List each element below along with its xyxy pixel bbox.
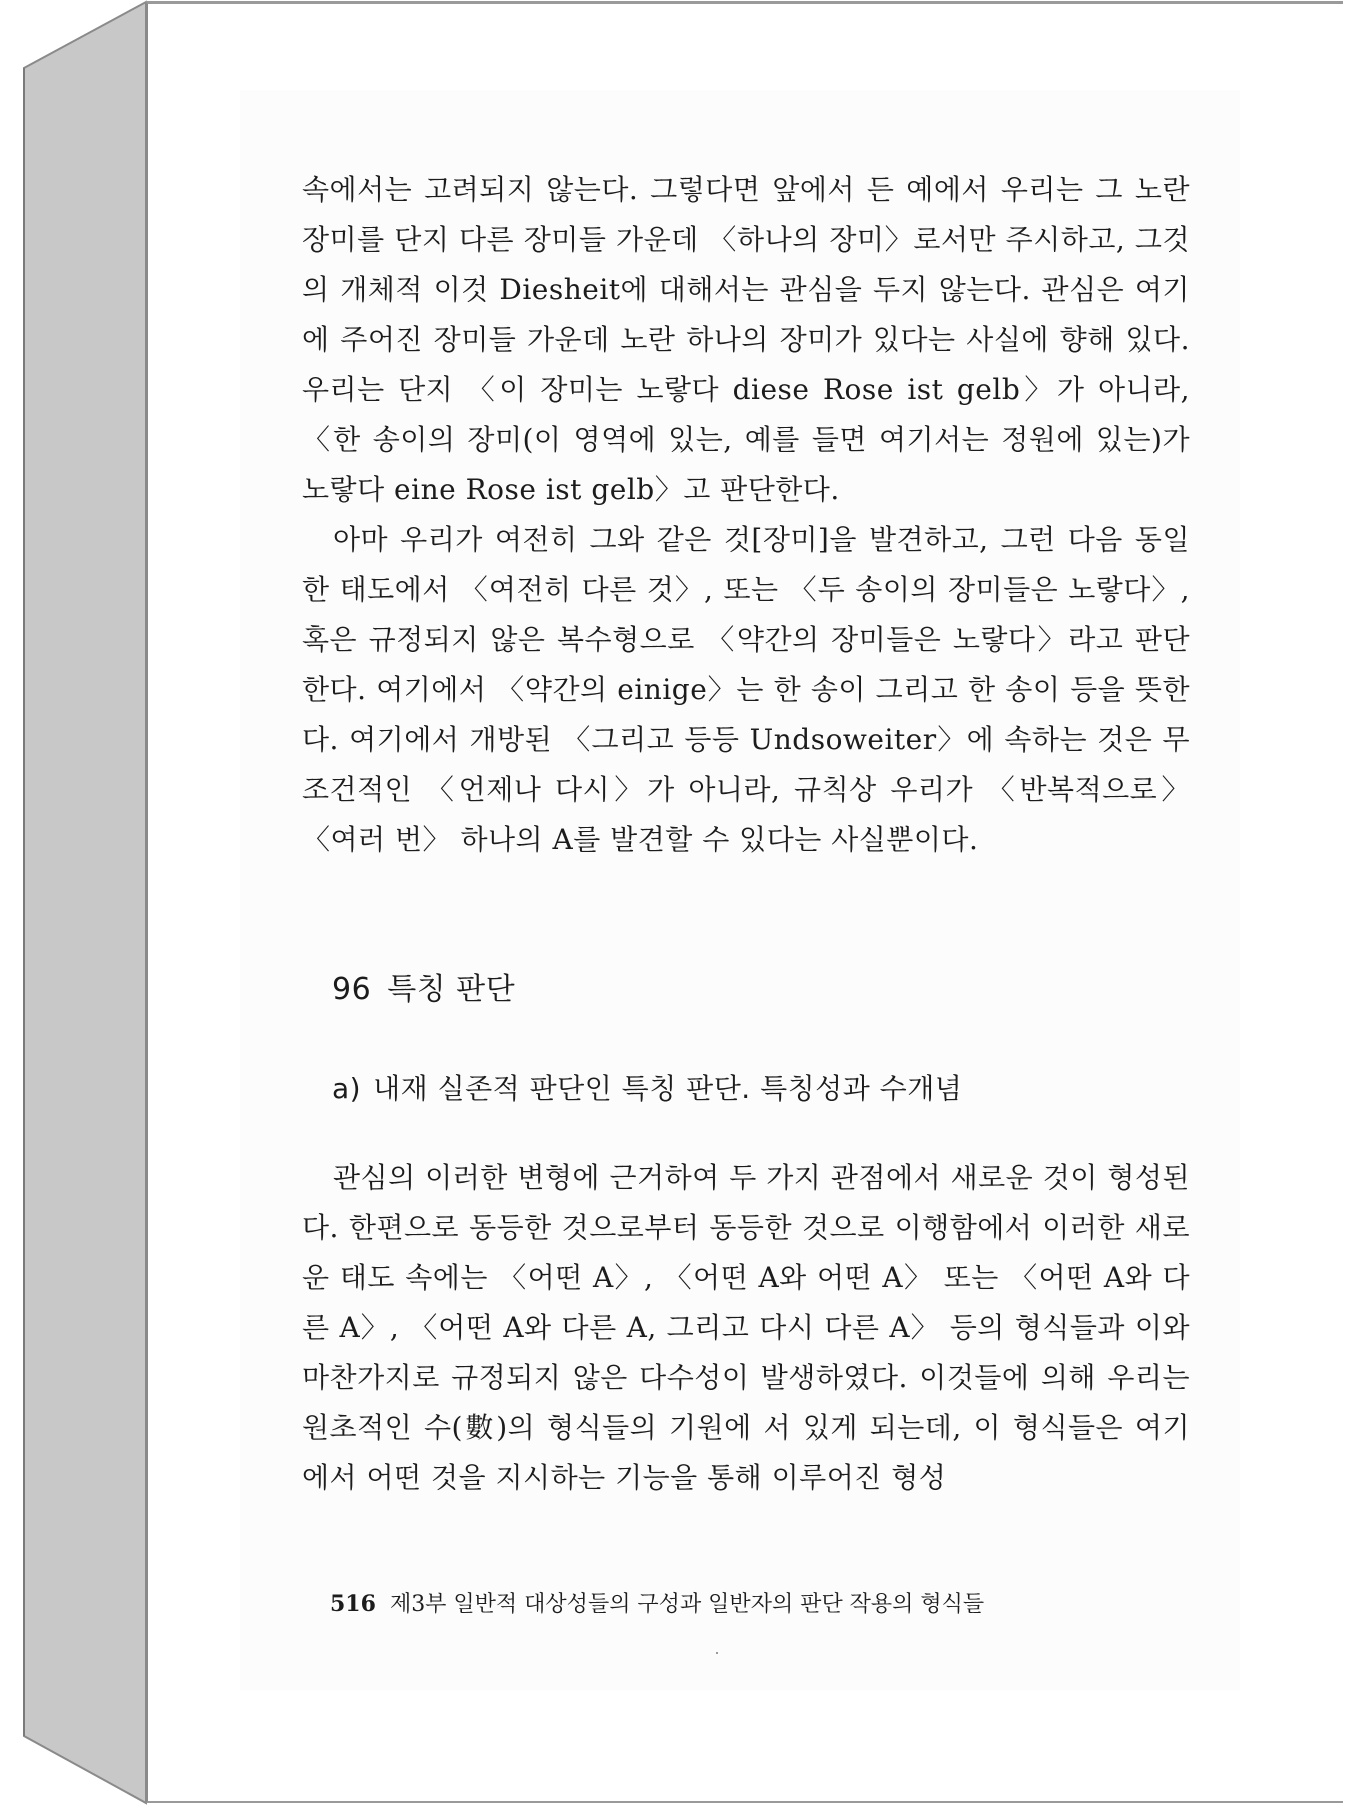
subsection-heading — [332, 1070, 1190, 1108]
page-body — [302, 165, 1190, 1503]
page-footer — [330, 1589, 984, 1620]
body-paragraph-3: 관심의 이러한 변형에 근거하여 두 가지 관점에서 새로운 것이 형성된다. 한편으로 동등한 것으로부터 동등한 것으로 이행함에서 이러한 새로운 태도 속에는 〈어떤 A〉, 〈어떤 A와 어떤 A〉 또는 〈어떤 A와 다른 A〉, 〈어떤 A와 다른 A, 그리고 다시 다른 A〉 등의 형식들과 이와 마찬가지로 규정되지 않은 다수성이 발생하였다. 이것들에 의해 우리는 원초적인 수(數)의 형식들의 기원에 서 있게 되는데, 이 형식들은 여기에서 어떤 것을 지시하는 기능을 통해 이루어진 형성 — [302, 1161, 1190, 1494]
section-title: 특칭 판단 — [387, 972, 516, 1007]
subsection-marker: a) — [332, 1072, 362, 1105]
body-paragraph-2: 아마 우리가 여전히 그와 같은 것[장미]을 발견하고, 그런 다음 동일한 태도에서 〈여전히 다른 것〉, 또는 〈두 송이의 장미들은 노랗다〉, 혹은 규정되지 않은 복수형으로 〈약간의 장미들은 노랗다〉라고 판단한다. 여기에서 〈약간의 einige〉는 한 송이 그리고 한 송이 등을 뜻한다. 여기에서 개방된 〈그리고 등등 Undsoweiter〉에 속하는 것은 무조건적인 〈언제나 다시〉가 아니라, 규칙상 우리가 〈반복적으로〉 〈여러 번〉 하나의 A를 발견할 수 있다는 사실뿐이다. — [302, 523, 1190, 856]
section-heading — [332, 970, 1190, 1010]
subsection-title: 내재 실존적 판단인 특칭 판단. 특칭성과 수개념 — [373, 1072, 963, 1105]
running-head: 제3부 일반적 대상성들의 구성과 일반자의 판단 작용의 형식들 — [389, 1592, 985, 1617]
scan-speck — [716, 1652, 718, 1654]
body-paragraph-1: 속에서는 고려되지 않는다. 그렇다면 앞에서 든 예에서 우리는 그 노란 장미를 단지 다른 장미들 가운데 〈하나의 장미〉로서만 주시하고, 그것의 개체적 이것 Diesheit에 대해서는 관심을 두지 않는다. 관심은 여기에 주어진 장미들 가운데 노란 하나의 장미가 있다는 사실에 향해 있다. 우리는 단지 〈이 장미는 노랗다 diese Rose ist gelb〉가 아니라, 〈한 송이의 장미(이 영역에 있는, 예를 들면 여기서는 정원에 있는)가 노랗다 eine Rose ist gelb〉고 판단한다. — [302, 173, 1190, 506]
section-number: 96 — [332, 972, 372, 1007]
page-number: 516 — [330, 1591, 376, 1617]
